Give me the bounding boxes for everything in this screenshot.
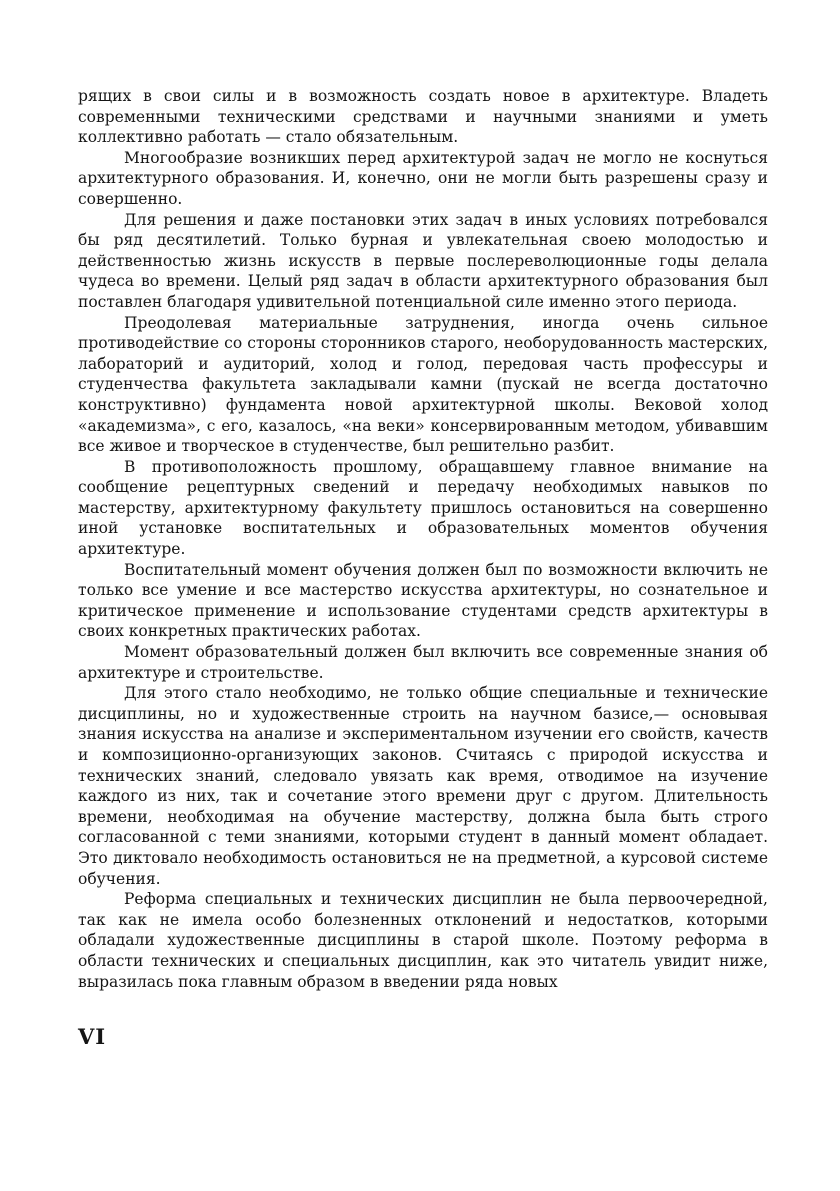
paragraph: Для решения и даже постановки этих задач в иных условиях потребовался бы ряд десятилетий. Только бурная и увлекательная своею молодостью и действенностью жизнь искусств в первые послереволюционные годы делала чудеса во времени. Целый ряд задач в области архитектурного образования был поставлен благодаря удивительной потенциальной силе именно этого периода. (78, 210, 768, 311)
paragraph: Для этого стало необходимо, не только общие специальные и технические дисциплины, но и художественные строить на научном базисе,— основывая знания искусства на анализе и экспериментальном изучении его свойств, качеств и композиционно-организующих законов. Считаясь с природой искусства и технических знаний, следовало увязать как время, отводимое на изучение каждого из них, так и сочетание этого времени друг с другом. Длительность времени, необходимая на обучение мастерству, должна была быть строго согласованной с теми знаниями, которыми студент в данный момент обладает. Это диктовало необходимость остановиться не на предметной, а курсовой системе обучения. (78, 684, 768, 888)
paragraph: Воспитательный момент обучения должен был по возможности включить не только все умение и все мастерство искусства архитектуры, но сознательное и критическое применение и использование студентами средств архитектуры в своих конкретных практических работах. (78, 560, 768, 641)
page-number: VI (78, 1024, 107, 1049)
paragraph: Момент образовательный должен был включить все современные знания об архитектуре и строительстве. (78, 643, 768, 682)
paragraph: Преодолевая материальные затруднения, иногда очень сильное противодействие со стороны сторонников старого, необорудованность мастерских, лабораторий и аудиторий, холод и голод, передовая часть профессуры и студенчества факультета закладывали камни (пускай не всегда достаточно конструктивно) фундамента новой архитектурной школы. Вековой холод «академизма», с его, казалось, «на веки» консервированным методом, убивавшим все живое и творческое в студенчестве, был решительно разбит. (78, 313, 768, 456)
paragraph: В противоположность прошлому, обращавшему главное внимание на сообщение рецептурных сведений и передачу необходимых навыков по мастерству, архитектурному факультету пришлось остановиться на совершенно иной установке воспитательных и образовательных моментов обучения архитектуре. (78, 457, 768, 559)
body-text (78, 86, 768, 992)
paragraph: Реформа специальных и технических дисциплин не была первоочередной, так как не имела особо болезненных отклонений и недостатков, которыми обладали художественные дисциплины в старой школе. Поэтому реформа в области технических и специальных дисциплин, как это читатель увидит ниже, выразилась пока главным образом в введении ряда новых (78, 890, 768, 991)
paragraph: Многообразие возникших перед архитектурой задач не могло не коснуться архитектурного образования. И, конечно, они не могли быть разрешены сразу и совершенно. (78, 148, 768, 208)
paragraph: рящих в свои силы и в возможность создать новое в архитектуре. Владеть современными техническими средствами и научными знаниями и уметь коллективно работать — стало обязательным. (78, 87, 768, 147)
